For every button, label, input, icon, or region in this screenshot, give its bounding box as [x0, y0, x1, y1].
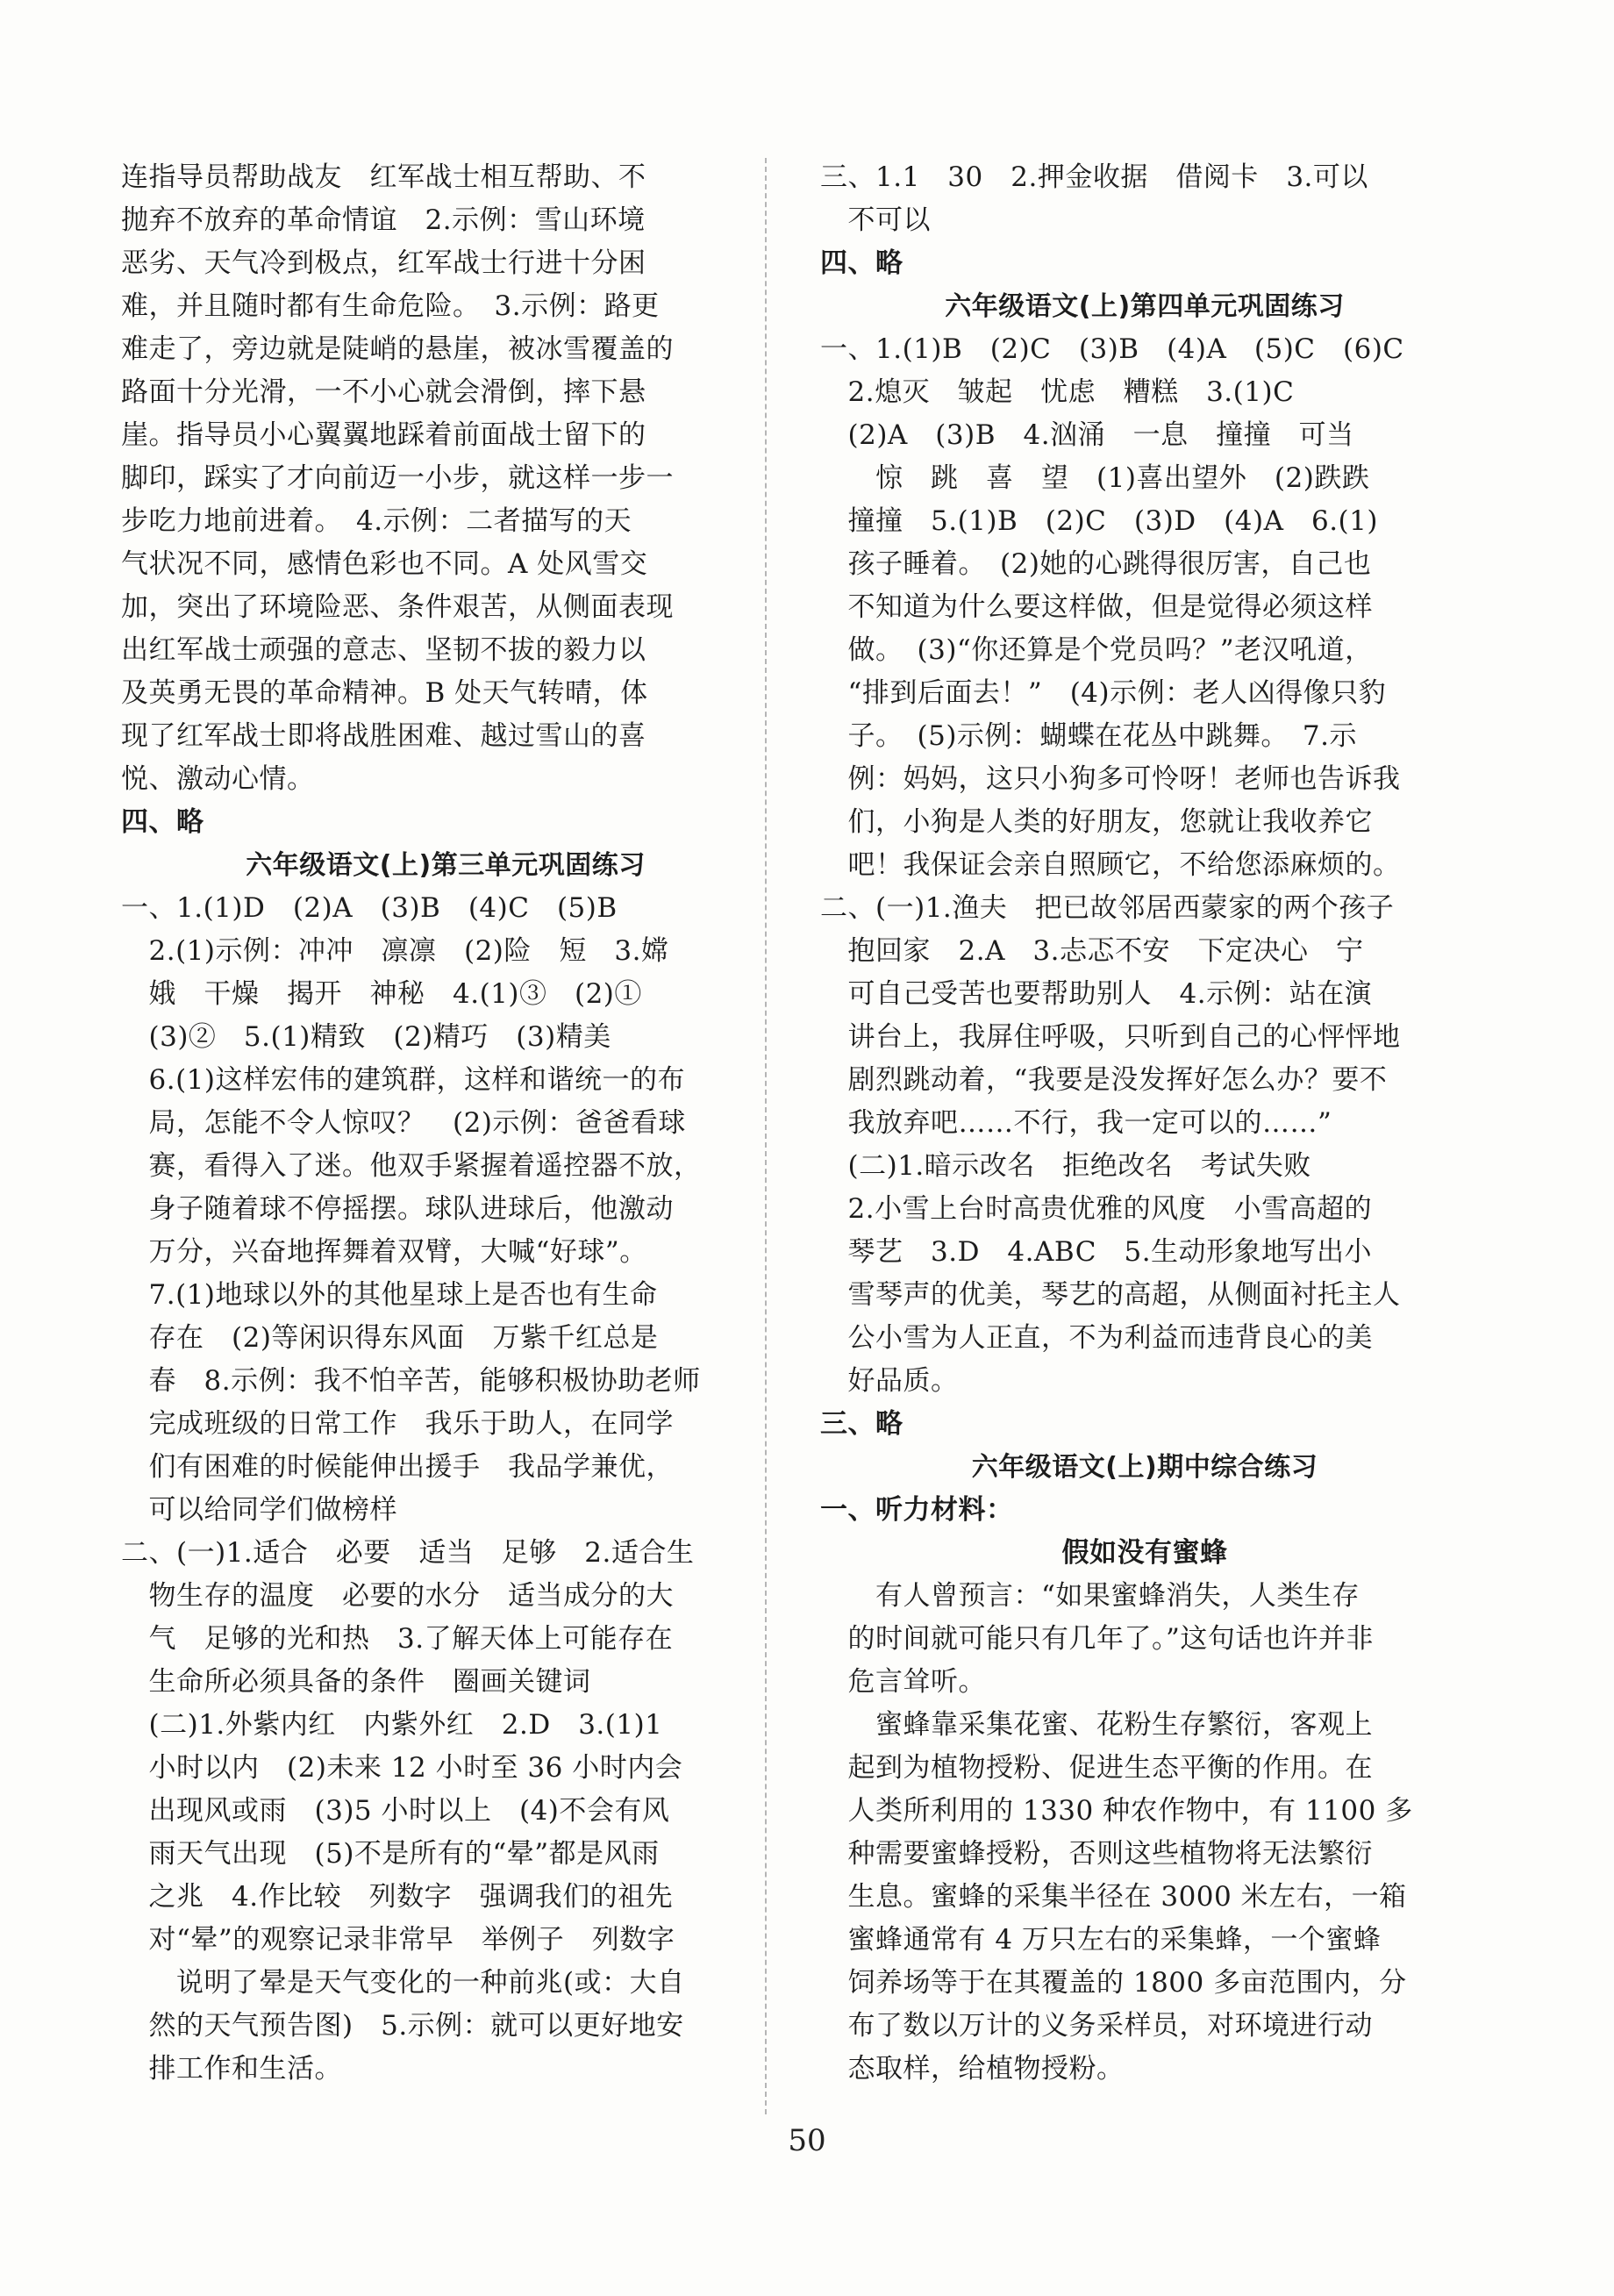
answer-line: 出现风或雨 (3)5 小时以上 (4)不会有风 [121, 1795, 670, 1827]
answer-line: 三、1.1 30 2.押金收据 借阅卡 3.可以 [820, 161, 1368, 193]
answer-line: 小时以内 (2)未来 12 小时至 36 小时内会 [121, 1752, 683, 1784]
answer-line: 例：妈妈，这只小狗多可怜呀！老师也告诉我 [820, 763, 1401, 795]
answer-line: 讲台上，我屏住呼吸，只听到自己的心怦怦地 [820, 1021, 1401, 1053]
answer-line: 种需要蜜蜂授粉，否则这些植物将无法繁衍 [820, 1838, 1373, 1870]
right-column [820, 156, 1469, 2091]
answer-line: 不知道为什么要这样做，但是觉得必须这样 [820, 591, 1373, 623]
answer-line: 崖。指导员小心翼翼地踩着前面战士留下的 [121, 419, 646, 451]
answer-line: 蜜蜂靠采集花蜜、花粉生存繁衍，客观上 [820, 1709, 1373, 1741]
answer-line: (二)1.暗示改名 拒绝改名 考试失败 [820, 1150, 1311, 1182]
answer-line: 步吃力地前进着。 4.示例：二者描写的天 [121, 505, 632, 537]
answer-line: 可自己受苦也要帮助别人 4.示例：站在演 [820, 978, 1373, 1010]
answer-line: 娥 干燥 揭开 神秘 4.(1)③ (2)① [121, 978, 642, 1010]
answer-line: 脚印，踩实了才向前迈一小步，就这样一步一 [121, 462, 674, 494]
section-heading: 六年级语文(上)第三单元巩固练习 [246, 850, 646, 881]
answer-line: 好品质。 [820, 1365, 959, 1397]
page-number: 50 [788, 2123, 826, 2158]
answer-line: 撞撞 5.(1)B (2)C (3)D (4)A 6.(1) [820, 505, 1378, 537]
answer-line: 惊 跳 喜 望 (1)喜出望外 (2)跌跌 [820, 462, 1370, 494]
answer-line: 人类所利用的 1330 种农作物中，有 1100 多 [820, 1795, 1413, 1827]
answer-line: 然的天气预告图) 5.示例：就可以更好地安 [121, 2010, 684, 2042]
answer-line: 可以给同学们做榜样 [121, 1494, 397, 1526]
answer-line: 饲养场等于在其覆盖的 1800 多亩范围内，分 [820, 1967, 1407, 1999]
answer-line: 一、1.(1)D (2)A (3)B (4)C (5)B [121, 892, 618, 924]
answer-line: 们有困难的时候能伸出援手 我品学兼优， [121, 1451, 674, 1483]
section-label: 三、略 [820, 1408, 903, 1440]
answer-line: 子。 (5)示例：蝴蝶在花丛中跳舞。 7.示 [820, 720, 1357, 752]
answer-line: 我放弃吧……不行，我一定可以的……” [820, 1107, 1332, 1139]
answer-line: 7.(1)地球以外的其他星球上是否也有生命 [121, 1279, 658, 1311]
answer-line: 的时间就可能只有几年了。”这句话也许并非 [820, 1623, 1374, 1655]
answer-line: 生命所必须具备的条件 圈画关键词 [121, 1666, 591, 1698]
answer-line: 起到为植物授粉、促进生态平衡的作用。在 [820, 1752, 1373, 1784]
answer-line: 剧烈跳动着，“我要是没发挥好怎么办？要不 [820, 1064, 1388, 1096]
answer-line: 春 8.示例：我不怕辛苦，能够积极协助老师 [121, 1365, 701, 1397]
answer-line: 不可以 [820, 204, 931, 236]
answer-line: 路面十分光滑，一不小心就会滑倒，摔下悬 [121, 376, 646, 408]
answer-line: 布了数以万计的义务采样员，对环境进行动 [820, 2010, 1373, 2042]
section-label: 一、听力材料： [820, 1494, 1014, 1526]
answer-line: 身子随着球不停摇摆。球队进球后，他激动 [121, 1193, 674, 1225]
answer-line: 2.小雪上台时高贵优雅的风度 小雪高超的 [820, 1193, 1373, 1225]
answer-line: (3)② 5.(1)精致 (2)精巧 (3)精美 [121, 1021, 611, 1053]
answer-line: 悦、激动心情。 [121, 763, 315, 795]
answer-line: 加，突出了环境险恶、条件艰苦，从侧面表现 [121, 591, 674, 623]
answer-line: 及英勇无畏的革命精神。B 处天气转晴，体 [121, 677, 648, 709]
answer-line: 之兆 4.作比较 列数字 强调我们的祖先 [121, 1881, 674, 1913]
answer-line: 态取样，给植物授粉。 [820, 2053, 1125, 2085]
answer-line: 吧！我保证会亲自照顾它，不给您添麻烦的。 [820, 849, 1401, 881]
answer-line: 完成班级的日常工作 我乐于助人，在同学 [121, 1408, 674, 1440]
section-label: 四、略 [121, 806, 204, 838]
answer-line: 气 足够的光和热 3.了解天体上可能存在 [121, 1623, 674, 1655]
answer-line: 琴艺 3.D 4.ABC 5.生动形象地写出小 [820, 1236, 1373, 1268]
answer-line: 现了红军战士即将战胜困难、越过雪山的喜 [121, 720, 646, 752]
answer-line: 雪琴声的优美，琴艺的高超，从侧面衬托主人 [820, 1279, 1401, 1311]
answer-line: 危言耸听。 [820, 1666, 986, 1698]
answer-line: 们，小狗是人类的好朋友，您就让我收养它 [820, 806, 1373, 838]
answer-line: 2.(1)示例：冲冲 凛凛 (2)险 短 3.嫦 [121, 935, 669, 967]
answer-line: 孩子睡着。 (2)她的心跳得很厉害，自己也 [820, 548, 1372, 580]
answer-line: 公小雪为人正直，不为利益而违背良心的美 [820, 1322, 1373, 1354]
section-label: 四、略 [820, 247, 903, 279]
answer-line: (2)A (3)B 4.汹涌 一息 撞撞 可当 [820, 419, 1354, 451]
answer-line: 生息。蜜蜂的采集半径在 3000 米左右，一箱 [820, 1881, 1407, 1913]
answer-line: 二、(一)1.渔夫 把已故邻居西蒙家的两个孩子 [820, 892, 1395, 924]
answer-line: (二)1.外紫内红 内紫外红 2.D 3.(1)1 [121, 1709, 663, 1741]
answer-line: 连指导员帮助战友 红军战士相互帮助、不 [121, 161, 646, 193]
answer-line: 一、1.(1)B (2)C (3)B (4)A (5)C (6)C [820, 333, 1404, 365]
passage-title: 假如没有蜜蜂 [1061, 1537, 1228, 1569]
answer-line: 恶劣、天气冷到极点，红军战士行进十分困 [121, 247, 646, 279]
section-heading: 六年级语文(上)期中综合练习 [971, 1452, 1318, 1483]
left-column [121, 156, 770, 2091]
answer-line: 做。 (3)“你还算是个党员吗？”老汉吼道， [820, 634, 1373, 666]
answer-line: 排工作和生活。 [121, 2053, 342, 2085]
answer-line: “排到后面去！” (4)示例：老人凶得像只豹 [820, 677, 1387, 709]
answer-line: 气状况不同，感情色彩也不同。A 处风雪交 [121, 548, 648, 580]
answer-line: 抛弃不放弃的革命情谊 2.示例：雪山环境 [121, 204, 646, 236]
answer-line: 二、(一)1.适合 必要 适当 足够 2.适合生 [121, 1537, 695, 1569]
answer-line: 局，怎能不令人惊叹？ (2)示例：爸爸看球 [121, 1107, 686, 1139]
answer-line: 蜜蜂通常有 4 万只左右的采集蜂，一个蜜蜂 [820, 1924, 1382, 1956]
answer-line: 赛，看得入了迷。他双手紧握着遥控器不放， [121, 1150, 702, 1182]
answer-line: 雨天气出现 (5)不是所有的“晕”都是风雨 [121, 1838, 660, 1870]
answer-line: 出红军战士顽强的意志、坚韧不拔的毅力以 [121, 634, 646, 666]
section-heading: 六年级语文(上)第四单元巩固练习 [945, 291, 1345, 322]
answer-line: 有人曾预言：“如果蜜蜂消失，人类生存 [820, 1580, 1360, 1612]
answer-line: 2.熄灭 皱起 忧虑 糟糕 3.(1)C [820, 376, 1295, 408]
answer-line: 难，并且随时都有生命危险。 3.示例：路更 [121, 290, 660, 322]
answer-line: 难走了，旁边就是陡峭的悬崖，被冰雪覆盖的 [121, 333, 674, 365]
answer-line: 说明了晕是天气变化的一种前兆(或：大自 [121, 1967, 685, 1999]
answer-line: 存在 (2)等闲识得东风面 万紫千红总是 [121, 1322, 659, 1354]
answer-line: 对“晕”的观察记录非常早 举例子 列数字 [121, 1924, 675, 1956]
column-divider [765, 158, 767, 2114]
answer-line: 物生存的温度 必要的水分 适当成分的大 [121, 1580, 674, 1612]
answer-line: 抱回家 2.A 3.忐忑不安 下定决心 宁 [820, 935, 1364, 967]
answer-line: 万分，兴奋地挥舞着双臂，大喊“好球”。 [121, 1236, 647, 1268]
answer-line: 6.(1)这样宏伟的建筑群，这样和谐统一的布 [121, 1064, 685, 1096]
